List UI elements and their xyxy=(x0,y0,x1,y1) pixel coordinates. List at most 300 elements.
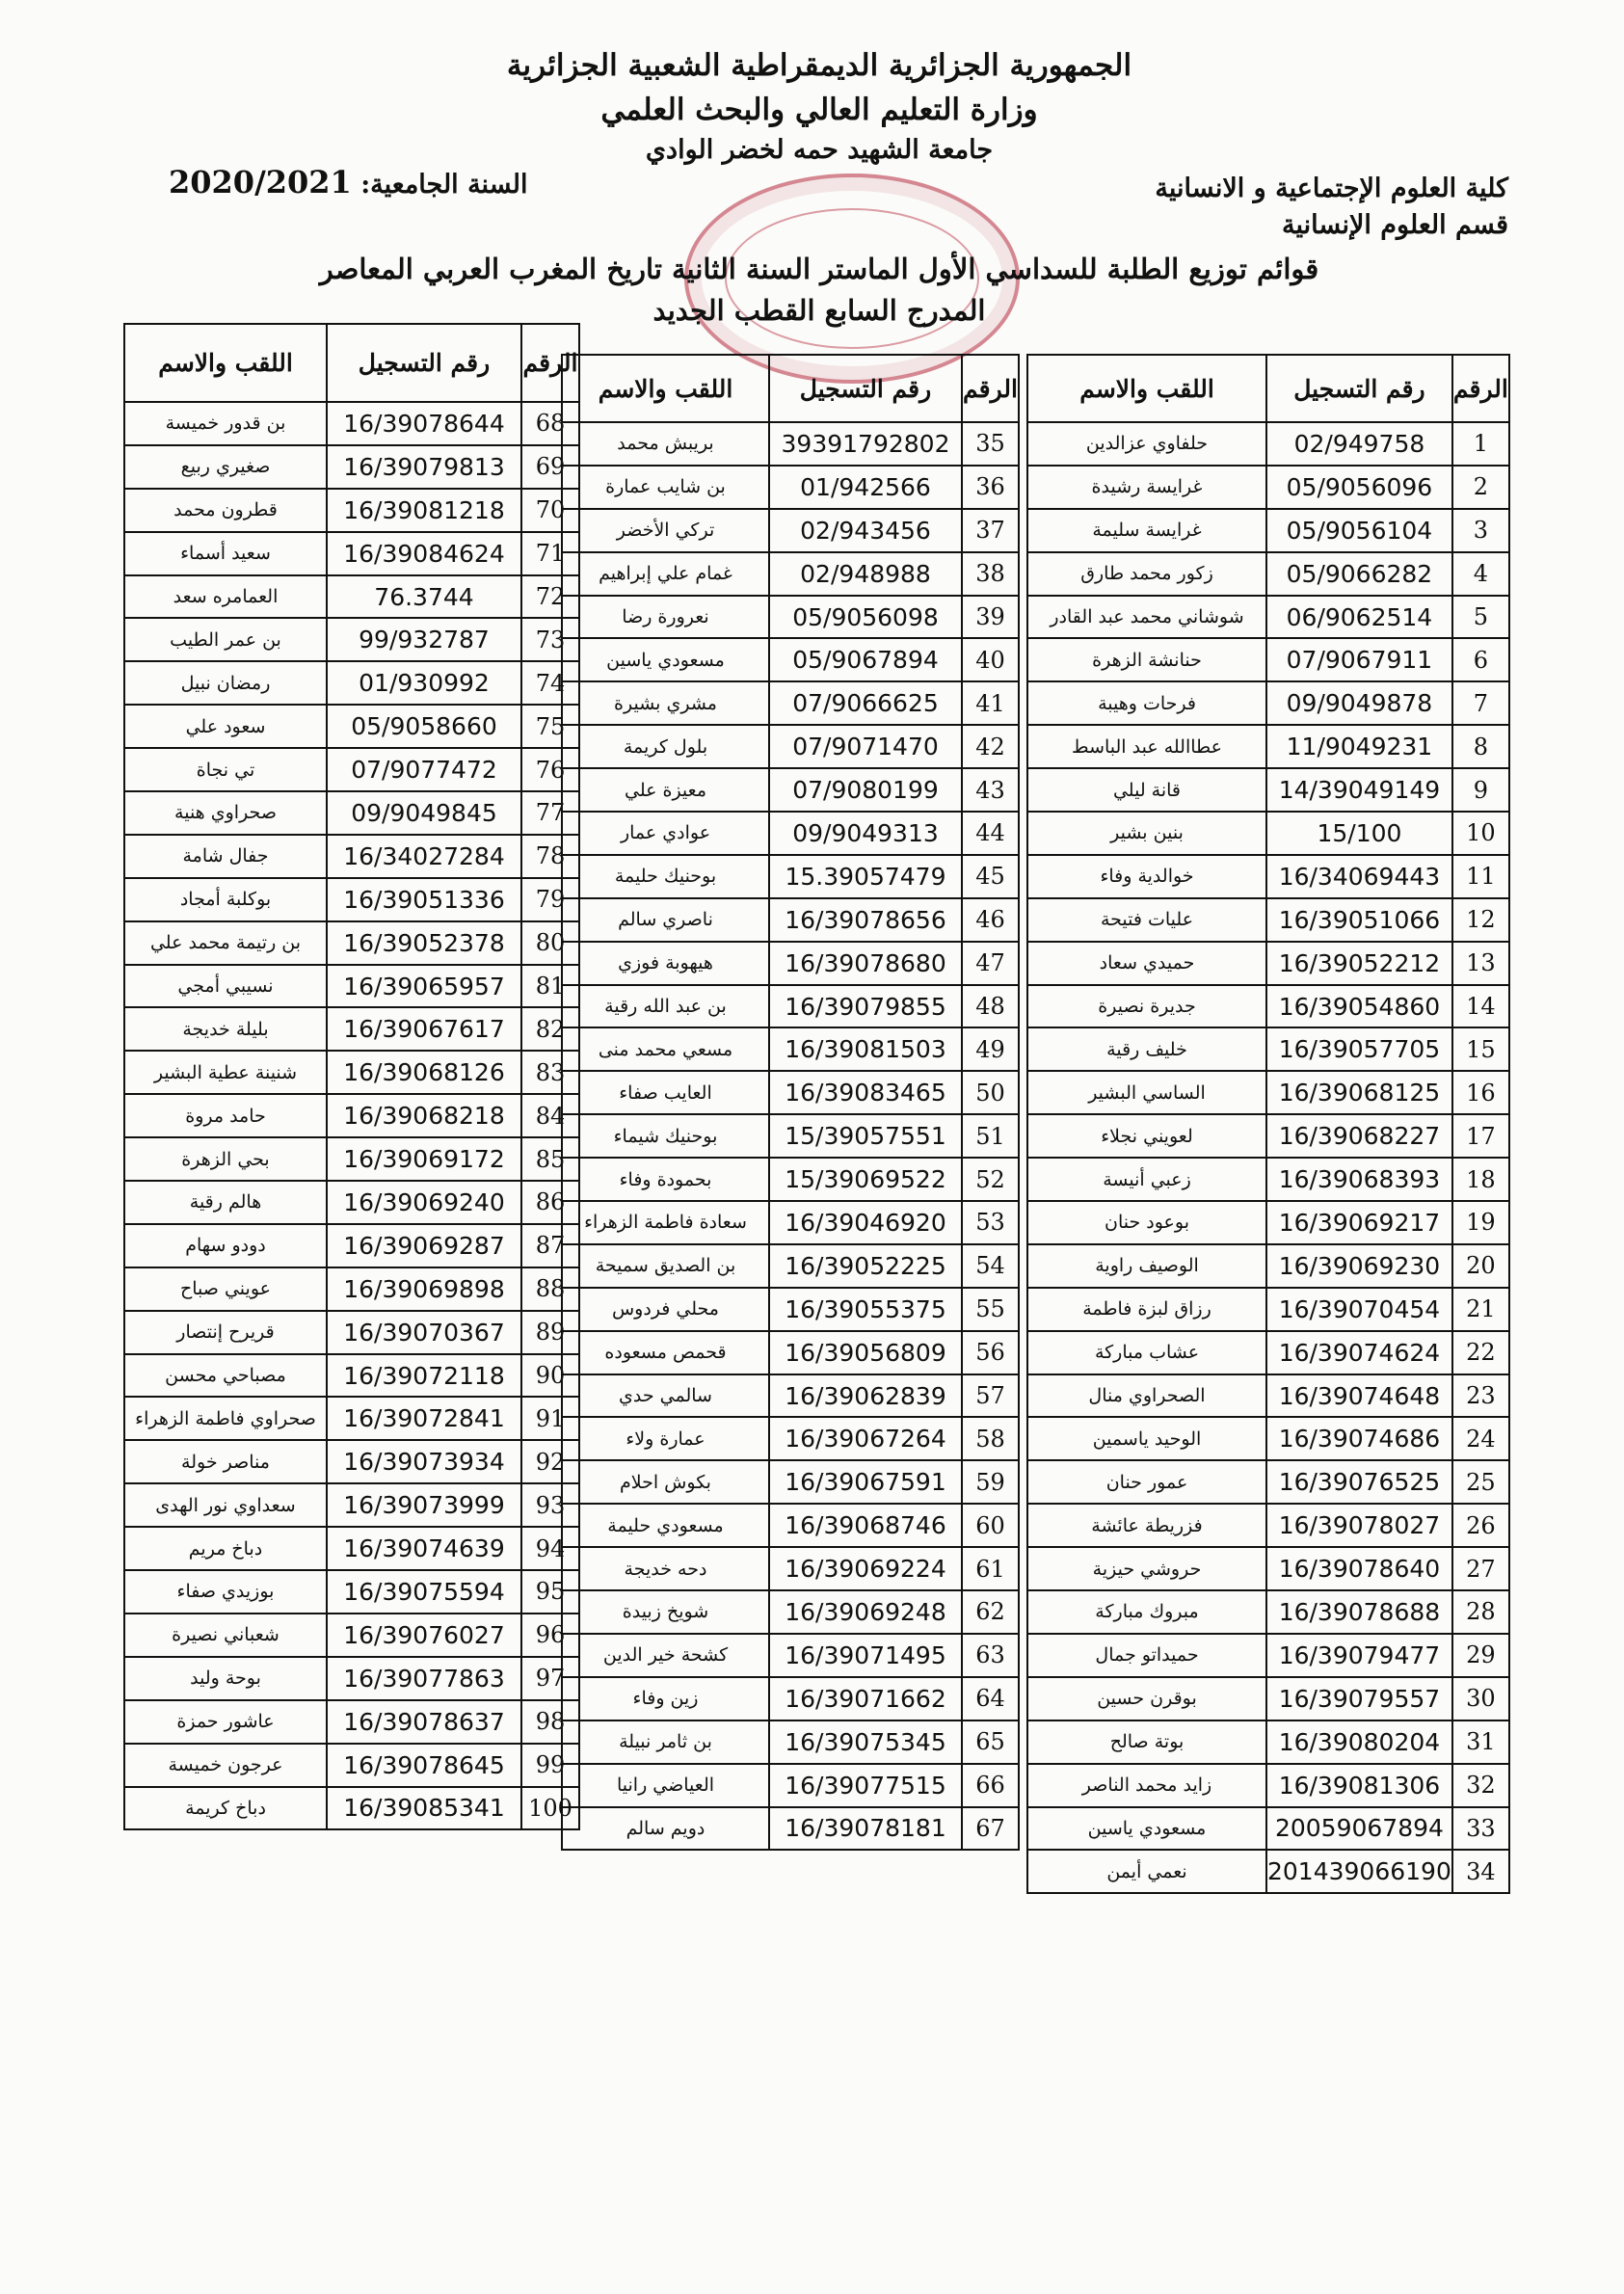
table-row xyxy=(1027,1764,1509,1807)
registration-number: 16/39051066 xyxy=(1266,898,1452,942)
row-number: 19 xyxy=(1452,1201,1509,1244)
registration-number: 16/39062839 xyxy=(769,1374,962,1418)
registration-number: 16/39056809 xyxy=(769,1331,962,1374)
row-number: 59 xyxy=(962,1460,1019,1504)
row-number: 60 xyxy=(962,1504,1019,1547)
registration-number: 06/9062514 xyxy=(1266,596,1452,639)
row-number: 66 xyxy=(962,1764,1019,1807)
student-name: الساسي البشير xyxy=(1027,1071,1266,1114)
registration-number: 09/9049845 xyxy=(327,791,521,835)
table-row xyxy=(1027,812,1509,855)
student-name: بن عبد الله رقية xyxy=(562,985,769,1028)
registration-number: 16/39069217 xyxy=(1266,1201,1452,1244)
table-row xyxy=(124,1224,579,1267)
student-name: جفال شامة xyxy=(124,835,327,878)
student-name: حنانشة الزهرة xyxy=(1027,638,1266,681)
row-number: 35 xyxy=(962,422,1019,466)
table-row xyxy=(124,445,579,489)
row-number: 29 xyxy=(1452,1634,1509,1677)
student-name: نعرورة رضا xyxy=(562,596,769,639)
registration-number: 15/39069522 xyxy=(769,1158,962,1201)
student-name: شوشاني محمد عبد القادر xyxy=(1027,596,1266,639)
student-name: بن الصديق سميحة xyxy=(562,1244,769,1288)
student-name: بحي الزهرة xyxy=(124,1137,327,1181)
student-name: دودو سهام xyxy=(124,1224,327,1267)
table-row xyxy=(124,791,579,835)
col-header-num: الرقم xyxy=(962,355,1019,422)
row-number: 69 xyxy=(521,445,579,489)
registration-number: 201439066190 xyxy=(1266,1850,1452,1893)
registration-number: 16/39068227 xyxy=(1266,1114,1452,1158)
row-number: 100 xyxy=(521,1787,579,1830)
table-row xyxy=(1027,855,1509,898)
row-number: 91 xyxy=(521,1397,579,1440)
student-name: صحراوي هنية xyxy=(124,791,327,835)
table-row xyxy=(1027,638,1509,681)
student-name: عاشور حمزة xyxy=(124,1700,327,1744)
row-number: 58 xyxy=(962,1417,1019,1460)
table-row xyxy=(124,1483,579,1527)
registration-number: 16/39070367 xyxy=(327,1311,521,1354)
registration-number: 16/39078645 xyxy=(327,1744,521,1787)
registration-number: 15/100 xyxy=(1266,812,1452,855)
student-name: الوحيد ياسمين xyxy=(1027,1417,1266,1460)
registration-number: 05/9058660 xyxy=(327,705,521,748)
student-name: غمام علي إبراهيم xyxy=(562,552,769,596)
table-row xyxy=(562,422,1019,466)
table-row xyxy=(562,596,1019,639)
row-number: 78 xyxy=(521,835,579,878)
student-name: شويخ زبيدة xyxy=(562,1590,769,1634)
table-row xyxy=(562,1590,1019,1634)
row-number: 20 xyxy=(1452,1244,1509,1288)
student-name: دباخ مريم xyxy=(124,1527,327,1570)
registration-number: 07/9080199 xyxy=(769,768,962,812)
registration-number: 16/39078027 xyxy=(1266,1504,1452,1547)
row-number: 90 xyxy=(521,1354,579,1398)
row-number: 36 xyxy=(962,466,1019,509)
student-name: عويني صباح xyxy=(124,1267,327,1311)
row-number: 99 xyxy=(521,1744,579,1787)
row-number: 7 xyxy=(1452,681,1509,725)
table-row xyxy=(562,1158,1019,1201)
registration-number: 16/39046920 xyxy=(769,1201,962,1244)
table-row xyxy=(562,1460,1019,1504)
student-name: عليات فتيحة xyxy=(1027,898,1266,942)
registration-number: 16/39068126 xyxy=(327,1051,521,1094)
ministry-title: وزارة التعليم العالي والبحث العلمي xyxy=(600,93,1038,127)
registration-number: 05/9067894 xyxy=(769,638,962,681)
table-row xyxy=(562,1114,1019,1158)
table-row xyxy=(124,921,579,965)
registration-number: 16/39079557 xyxy=(1266,1677,1452,1720)
row-number: 68 xyxy=(521,402,579,445)
row-number: 11 xyxy=(1452,855,1509,898)
row-number: 65 xyxy=(962,1720,1019,1764)
table-row xyxy=(1027,1677,1509,1720)
row-number: 89 xyxy=(521,1311,579,1354)
registration-number: 16/39076027 xyxy=(327,1614,521,1657)
registration-number: 16/34069443 xyxy=(1266,855,1452,898)
registration-number: 11/9049231 xyxy=(1266,725,1452,768)
table-row xyxy=(124,532,579,575)
row-number: 95 xyxy=(521,1570,579,1614)
row-number: 55 xyxy=(962,1288,1019,1331)
row-number: 87 xyxy=(521,1224,579,1267)
table-row xyxy=(1027,1504,1509,1547)
student-name: مسعودي حليمة xyxy=(562,1504,769,1547)
table-row xyxy=(124,1700,579,1744)
student-name: بوحنيك شيماء xyxy=(562,1114,769,1158)
row-number: 51 xyxy=(962,1114,1019,1158)
table-row xyxy=(562,985,1019,1028)
student-name: رمضان نبيل xyxy=(124,661,327,705)
row-number: 52 xyxy=(962,1158,1019,1201)
registration-number: 09/9049878 xyxy=(1266,681,1452,725)
row-number: 88 xyxy=(521,1267,579,1311)
row-number: 2 xyxy=(1452,466,1509,509)
student-name: مبروك مباركة xyxy=(1027,1590,1266,1634)
academic-year xyxy=(169,164,528,200)
row-number: 8 xyxy=(1452,725,1509,768)
registration-number: 16/39069240 xyxy=(327,1181,521,1224)
registration-number: 39391792802 xyxy=(769,422,962,466)
col-header-num: الرقم xyxy=(521,324,579,402)
registration-number: 99/932787 xyxy=(327,618,521,661)
row-number: 74 xyxy=(521,661,579,705)
row-number: 34 xyxy=(1452,1850,1509,1893)
registration-number: 16/39078656 xyxy=(769,898,962,942)
row-number: 21 xyxy=(1452,1288,1509,1331)
table-row xyxy=(562,681,1019,725)
student-name: دباخ كريمة xyxy=(124,1787,327,1830)
table-row xyxy=(562,1374,1019,1418)
row-number: 27 xyxy=(1452,1547,1509,1590)
col-header-name: اللقب والاسم xyxy=(124,324,327,402)
row-number: 56 xyxy=(962,1331,1019,1374)
table-row xyxy=(124,1181,579,1224)
registration-number: 16/39051336 xyxy=(327,878,521,921)
registration-number: 16/39071662 xyxy=(769,1677,962,1720)
table-row xyxy=(124,1570,579,1614)
registration-number: 16/39079855 xyxy=(769,985,962,1028)
row-number: 82 xyxy=(521,1007,579,1051)
row-number: 80 xyxy=(521,921,579,965)
student-name: بن رتيمة محمد علي xyxy=(124,921,327,965)
registration-number: 16/39055375 xyxy=(769,1288,962,1331)
table-row xyxy=(124,748,579,791)
registration-number: 16/39069248 xyxy=(769,1590,962,1634)
table-row xyxy=(562,1720,1019,1764)
registration-number: 16/39074624 xyxy=(1266,1331,1452,1374)
registration-number: 16/39074639 xyxy=(327,1527,521,1570)
student-name: حامد مروة xyxy=(124,1094,327,1137)
table-row xyxy=(1027,596,1509,639)
table-row xyxy=(124,878,579,921)
table-row xyxy=(1027,1158,1509,1201)
table-row xyxy=(562,725,1019,768)
registration-number: 16/39072841 xyxy=(327,1397,521,1440)
table-row xyxy=(124,1094,579,1137)
table-row xyxy=(124,705,579,748)
row-number: 25 xyxy=(1452,1460,1509,1504)
table-row xyxy=(562,1244,1019,1288)
faculty-label: كلية العلوم الإجتماعية و الانسانية xyxy=(1155,173,1508,203)
row-number: 45 xyxy=(962,855,1019,898)
student-name: دحه خديجة xyxy=(562,1547,769,1590)
registration-number: 16/39069898 xyxy=(327,1267,521,1311)
table-row xyxy=(1027,1114,1509,1158)
student-name: لعويني نجلاء xyxy=(1027,1114,1266,1158)
student-name: فزريطة عائشة xyxy=(1027,1504,1266,1547)
row-number: 84 xyxy=(521,1094,579,1137)
row-number: 86 xyxy=(521,1181,579,1224)
table-row xyxy=(124,1007,579,1051)
table-row xyxy=(124,1440,579,1483)
row-number: 10 xyxy=(1452,812,1509,855)
student-name: فرحات وهيبة xyxy=(1027,681,1266,725)
registration-number: 16/34027284 xyxy=(327,835,521,878)
table-row xyxy=(562,855,1019,898)
registration-number: 16/39078644 xyxy=(327,402,521,445)
registration-number: 16/39080204 xyxy=(1266,1720,1452,1764)
col-header-name: اللقب والاسم xyxy=(1027,355,1266,422)
row-number: 16 xyxy=(1452,1071,1509,1114)
row-number: 64 xyxy=(962,1677,1019,1720)
student-name: معيزة علي xyxy=(562,768,769,812)
row-number: 22 xyxy=(1452,1331,1509,1374)
table-row xyxy=(562,1764,1019,1807)
table-row xyxy=(1027,1027,1509,1071)
table-row xyxy=(1027,1288,1509,1331)
table-row xyxy=(124,1397,579,1440)
table-row xyxy=(562,898,1019,942)
row-number: 70 xyxy=(521,489,579,532)
row-number: 32 xyxy=(1452,1764,1509,1807)
row-number: 67 xyxy=(962,1807,1019,1851)
student-name: زعبي أنيسة xyxy=(1027,1158,1266,1201)
row-number: 9 xyxy=(1452,768,1509,812)
student-name: تركي الأخضر xyxy=(562,509,769,552)
student-name: بوكلبة أمجاد xyxy=(124,878,327,921)
table-row xyxy=(1027,1460,1509,1504)
row-number: 31 xyxy=(1452,1720,1509,1764)
registration-number: 16/39070454 xyxy=(1266,1288,1452,1331)
student-name: جديرة نصيرة xyxy=(1027,985,1266,1028)
table-row xyxy=(562,1288,1019,1331)
student-name: عوادي عمار xyxy=(562,812,769,855)
registration-number: 15/39057551 xyxy=(769,1114,962,1158)
registration-number: 16/39075345 xyxy=(769,1720,962,1764)
row-number: 57 xyxy=(962,1374,1019,1418)
table-row xyxy=(562,812,1019,855)
registration-number: 14/39049149 xyxy=(1266,768,1452,812)
registration-number: 16/39067591 xyxy=(769,1460,962,1504)
table-row xyxy=(1027,985,1509,1028)
registration-number: 01/942566 xyxy=(769,466,962,509)
registration-number: 16/39081503 xyxy=(769,1027,962,1071)
registration-number: 15.39057479 xyxy=(769,855,962,898)
student-name: تي نجاة xyxy=(124,748,327,791)
student-name: سعادة فاطمة الزهراء xyxy=(562,1201,769,1244)
table-row xyxy=(124,1051,579,1094)
row-number: 3 xyxy=(1452,509,1509,552)
student-name: مسعودي ياسين xyxy=(1027,1807,1266,1851)
registration-number: 16/39068393 xyxy=(1266,1158,1452,1201)
registration-number: 16/39078637 xyxy=(327,1700,521,1744)
student-name: عمارة ولاء xyxy=(562,1417,769,1460)
university-title: جامعة الشهيد حمه لخضر الوادي xyxy=(645,135,994,165)
registration-number: 16/39052378 xyxy=(327,921,521,965)
table-row xyxy=(1027,422,1509,466)
registration-number: 16/39073999 xyxy=(327,1483,521,1527)
table-row xyxy=(562,1331,1019,1374)
student-name: شنينة عطية البشير xyxy=(124,1051,327,1094)
student-name: مشري بشيرة xyxy=(562,681,769,725)
col-header-reg: رقم التسجيل xyxy=(327,324,521,402)
table-row xyxy=(562,1504,1019,1547)
registration-number: 16/39084624 xyxy=(327,532,521,575)
registration-number: 16/39073934 xyxy=(327,1440,521,1483)
table-row xyxy=(124,965,579,1008)
registration-number: 16/39076525 xyxy=(1266,1460,1452,1504)
registration-number: 16/39065957 xyxy=(327,965,521,1008)
table-row xyxy=(562,1071,1019,1114)
row-number: 14 xyxy=(1452,985,1509,1028)
table-row xyxy=(124,1614,579,1657)
row-number: 6 xyxy=(1452,638,1509,681)
student-name: نعمي أيمن xyxy=(1027,1850,1266,1893)
registration-number: 16/39052212 xyxy=(1266,942,1452,985)
student-name: سالمي حدي xyxy=(562,1374,769,1418)
registration-number: 16/39074686 xyxy=(1266,1417,1452,1460)
table-row xyxy=(562,552,1019,596)
registration-number: 05/9066282 xyxy=(1266,552,1452,596)
row-number: 71 xyxy=(521,532,579,575)
student-name: صغيري ربيع xyxy=(124,445,327,489)
table-row xyxy=(1027,466,1509,509)
table-row xyxy=(124,1527,579,1570)
student-name: هالم رقية xyxy=(124,1181,327,1224)
table-row xyxy=(562,768,1019,812)
row-number: 30 xyxy=(1452,1677,1509,1720)
row-number: 98 xyxy=(521,1700,579,1744)
student-name: حميدي سعاد xyxy=(1027,942,1266,985)
year-label: السنة الجامعية: xyxy=(360,170,528,200)
table-row xyxy=(1027,681,1509,725)
student-name: سعداوي نور الهدى xyxy=(124,1483,327,1527)
student-name: الصحراوي منال xyxy=(1027,1374,1266,1418)
table-row xyxy=(124,618,579,661)
table-row xyxy=(562,1807,1019,1851)
registration-number: 16/39081306 xyxy=(1266,1764,1452,1807)
row-number: 79 xyxy=(521,878,579,921)
list-title: قوائم توزيع الطلبة للسداسي الأول الماستر السنة الثانية تاريخ المغرب العربي المعاصر xyxy=(319,253,1319,285)
registration-number: 07/9066625 xyxy=(769,681,962,725)
table-row xyxy=(562,1417,1019,1460)
row-number: 63 xyxy=(962,1634,1019,1677)
student-name: بنين بشير xyxy=(1027,812,1266,855)
row-number: 46 xyxy=(962,898,1019,942)
student-name: بوتة صالح xyxy=(1027,1720,1266,1764)
registration-number: 02/948988 xyxy=(769,552,962,596)
row-number: 43 xyxy=(962,768,1019,812)
students-table-2 xyxy=(561,354,1020,1851)
table-row xyxy=(562,1634,1019,1677)
row-number: 24 xyxy=(1452,1417,1509,1460)
student-name: حلفاوي عزالدين xyxy=(1027,422,1266,466)
student-name: بليلة خديجة xyxy=(124,1007,327,1051)
row-number: 97 xyxy=(521,1657,579,1700)
row-number: 26 xyxy=(1452,1504,1509,1547)
table-row xyxy=(124,1744,579,1787)
table-row xyxy=(124,661,579,705)
registration-number: 07/9067911 xyxy=(1266,638,1452,681)
student-name: حروشي حيزية xyxy=(1027,1547,1266,1590)
table-row xyxy=(1027,1590,1509,1634)
student-name: بن ثامر نبيلة xyxy=(562,1720,769,1764)
student-name: بن قدور خميسة xyxy=(124,402,327,445)
registration-number: 09/9049313 xyxy=(769,812,962,855)
student-name: بلول كريمة xyxy=(562,725,769,768)
student-name: ناصري سالم xyxy=(562,898,769,942)
student-name: بوقرن حسين xyxy=(1027,1677,1266,1720)
row-number: 33 xyxy=(1452,1807,1509,1851)
col-header-reg: رقم التسجيل xyxy=(1266,355,1452,422)
students-table-3 xyxy=(123,323,580,1830)
student-name: مسعودي ياسين xyxy=(562,638,769,681)
table-row xyxy=(1027,1634,1509,1677)
table-row xyxy=(1027,1807,1509,1851)
table-row xyxy=(124,1311,579,1354)
registration-number: 07/9077472 xyxy=(327,748,521,791)
student-name: مصباحي محسن xyxy=(124,1354,327,1398)
registration-number: 16/39071495 xyxy=(769,1634,962,1677)
table-row xyxy=(124,1267,579,1311)
row-number: 39 xyxy=(962,596,1019,639)
registration-number: 16/39068746 xyxy=(769,1504,962,1547)
table-row xyxy=(1027,1244,1509,1288)
table-row xyxy=(124,1657,579,1700)
registration-number: 05/9056096 xyxy=(1266,466,1452,509)
registration-number: 16/39054860 xyxy=(1266,985,1452,1028)
table-row xyxy=(124,1787,579,1830)
table-row xyxy=(562,1201,1019,1244)
table-row xyxy=(1027,1331,1509,1374)
student-name: بوحة وليد xyxy=(124,1657,327,1700)
registration-number: 16/39078640 xyxy=(1266,1547,1452,1590)
row-number: 41 xyxy=(962,681,1019,725)
registration-number: 16/39083465 xyxy=(769,1071,962,1114)
student-name: زايد محمد الناصر xyxy=(1027,1764,1266,1807)
student-name: دويم سالم xyxy=(562,1807,769,1851)
row-number: 28 xyxy=(1452,1590,1509,1634)
registration-number: 16/39079477 xyxy=(1266,1634,1452,1677)
student-name: مسعي محمد منى xyxy=(562,1027,769,1071)
registration-number: 05/9056104 xyxy=(1266,509,1452,552)
registration-number: 16/39078680 xyxy=(769,942,962,985)
registration-number: 16/39069172 xyxy=(327,1137,521,1181)
student-name: رزاق لبزة فاطمة xyxy=(1027,1288,1266,1331)
student-name: حميداتو جمال xyxy=(1027,1634,1266,1677)
student-name: غرايسة رشيدة xyxy=(1027,466,1266,509)
row-number: 38 xyxy=(962,552,1019,596)
row-number: 76 xyxy=(521,748,579,791)
student-name: عمور حنان xyxy=(1027,1460,1266,1504)
department-label: قسم العلوم الإنسانية xyxy=(1282,210,1508,240)
registration-number: 16/39069287 xyxy=(327,1224,521,1267)
student-name: عشاب مباركة xyxy=(1027,1331,1266,1374)
